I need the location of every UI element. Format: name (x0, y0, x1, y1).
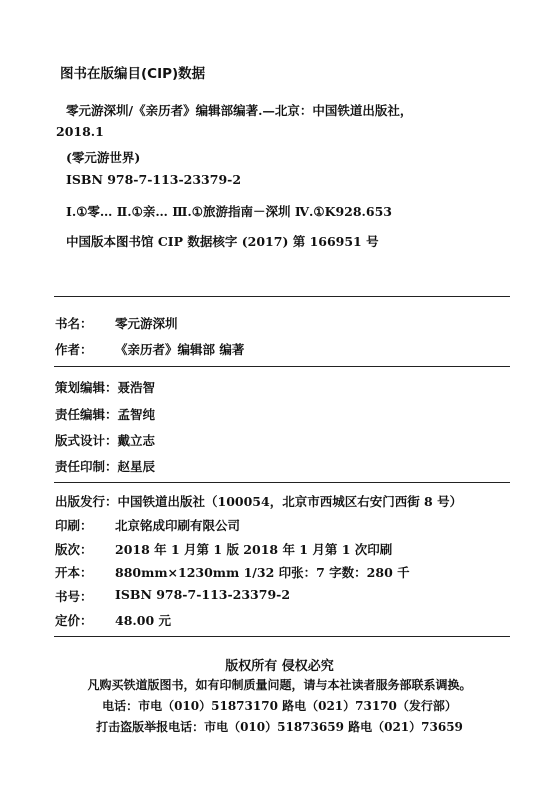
cip-year-line: 2018.1 (56, 124, 104, 139)
price-value: 48.00 元 (115, 613, 171, 628)
planning-editor-label: 策划编辑： (55, 380, 118, 395)
responsible-editor-row (55, 405, 155, 423)
piracy-report-phone: 打击盗版举报电话：市电（010）51873659 路电（021）73659 (96, 720, 463, 734)
book-title-value: 零元游深圳 (115, 316, 178, 331)
layout-designer-label: 版式设计： (55, 433, 118, 448)
quality-notice: 凡购买铁道版图书，如有印制质量问题，请与本社读者服务部联系调换。 (87, 678, 472, 692)
printer-label: 印刷： (55, 518, 93, 533)
format-row (55, 563, 410, 581)
responsible-editor-value: 孟智纯 (117, 407, 156, 422)
planning-editor-row (55, 378, 155, 396)
publisher-row (55, 492, 462, 510)
layout-designer-row (55, 431, 155, 449)
format-label: 开本： (55, 565, 93, 580)
divider-bottom (54, 636, 510, 637)
divider-publish (54, 482, 510, 483)
rights-notice: 版权所有 侵权必究 (225, 659, 334, 674)
publisher-label: 出版发行： (55, 494, 118, 509)
edition-row (55, 540, 392, 558)
author-value: 《亲历者》编辑部 编著 (115, 342, 245, 357)
isbn-value: ISBN 978-7-113-23379-2 (115, 587, 291, 602)
edition-label: 版次： (55, 542, 93, 557)
print-supervisor-label: 责任印制： (55, 459, 118, 474)
isbn-label: 书号： (55, 589, 93, 604)
contact-phone: 电话：市电（010）51873170 路电（021）73170（发行部） (102, 699, 457, 713)
book-title-row (55, 314, 178, 332)
edition-value: 2018 年 1 月第 1 版 2018 年 1 月第 1 次印刷 (115, 542, 393, 557)
print-supervisor-row (55, 457, 155, 475)
responsible-editor-label: 责任编辑： (55, 407, 118, 422)
price-label: 定价： (55, 613, 93, 628)
cip-isbn-line: ISBN 978-7-113-23379-2 (66, 172, 242, 187)
layout-designer-value: 戴立志 (117, 433, 156, 448)
cip-heading: 图书在版编目(CIP)数据 (60, 66, 206, 82)
printer-row (55, 516, 240, 534)
cip-record-number: 中国版本图书馆 CIP 数据核字 (2017) 第 166951 号 (66, 234, 379, 249)
printer-value: 北京铭成印刷有限公司 (115, 518, 241, 533)
author-label: 作者： (55, 342, 93, 357)
divider-editors (54, 366, 510, 367)
isbn-row (55, 587, 290, 605)
book-title-label: 书名： (55, 316, 93, 331)
planning-editor-value: 聂浩智 (117, 380, 156, 395)
print-supervisor-value: 赵星辰 (117, 459, 156, 474)
cip-title-line: 零元游深圳/《亲历者》编辑部编著.—北京：中国铁道出版社， (66, 103, 413, 118)
price-row (55, 611, 171, 629)
publisher-value: 中国铁道出版社（100054，北京市西城区右安门西街 8 号） (117, 494, 463, 509)
cip-series-line: (零元游世界) (66, 150, 141, 165)
divider-top (54, 296, 510, 297)
cip-classification-line: Ⅰ.①零… Ⅱ.①亲… Ⅲ.①旅游指南－深圳 Ⅳ.①K928.653 (66, 204, 392, 219)
author-row (55, 340, 244, 358)
format-value: 880mm×1230mm 1/32 印张：7 字数：280 千 (115, 565, 410, 580)
